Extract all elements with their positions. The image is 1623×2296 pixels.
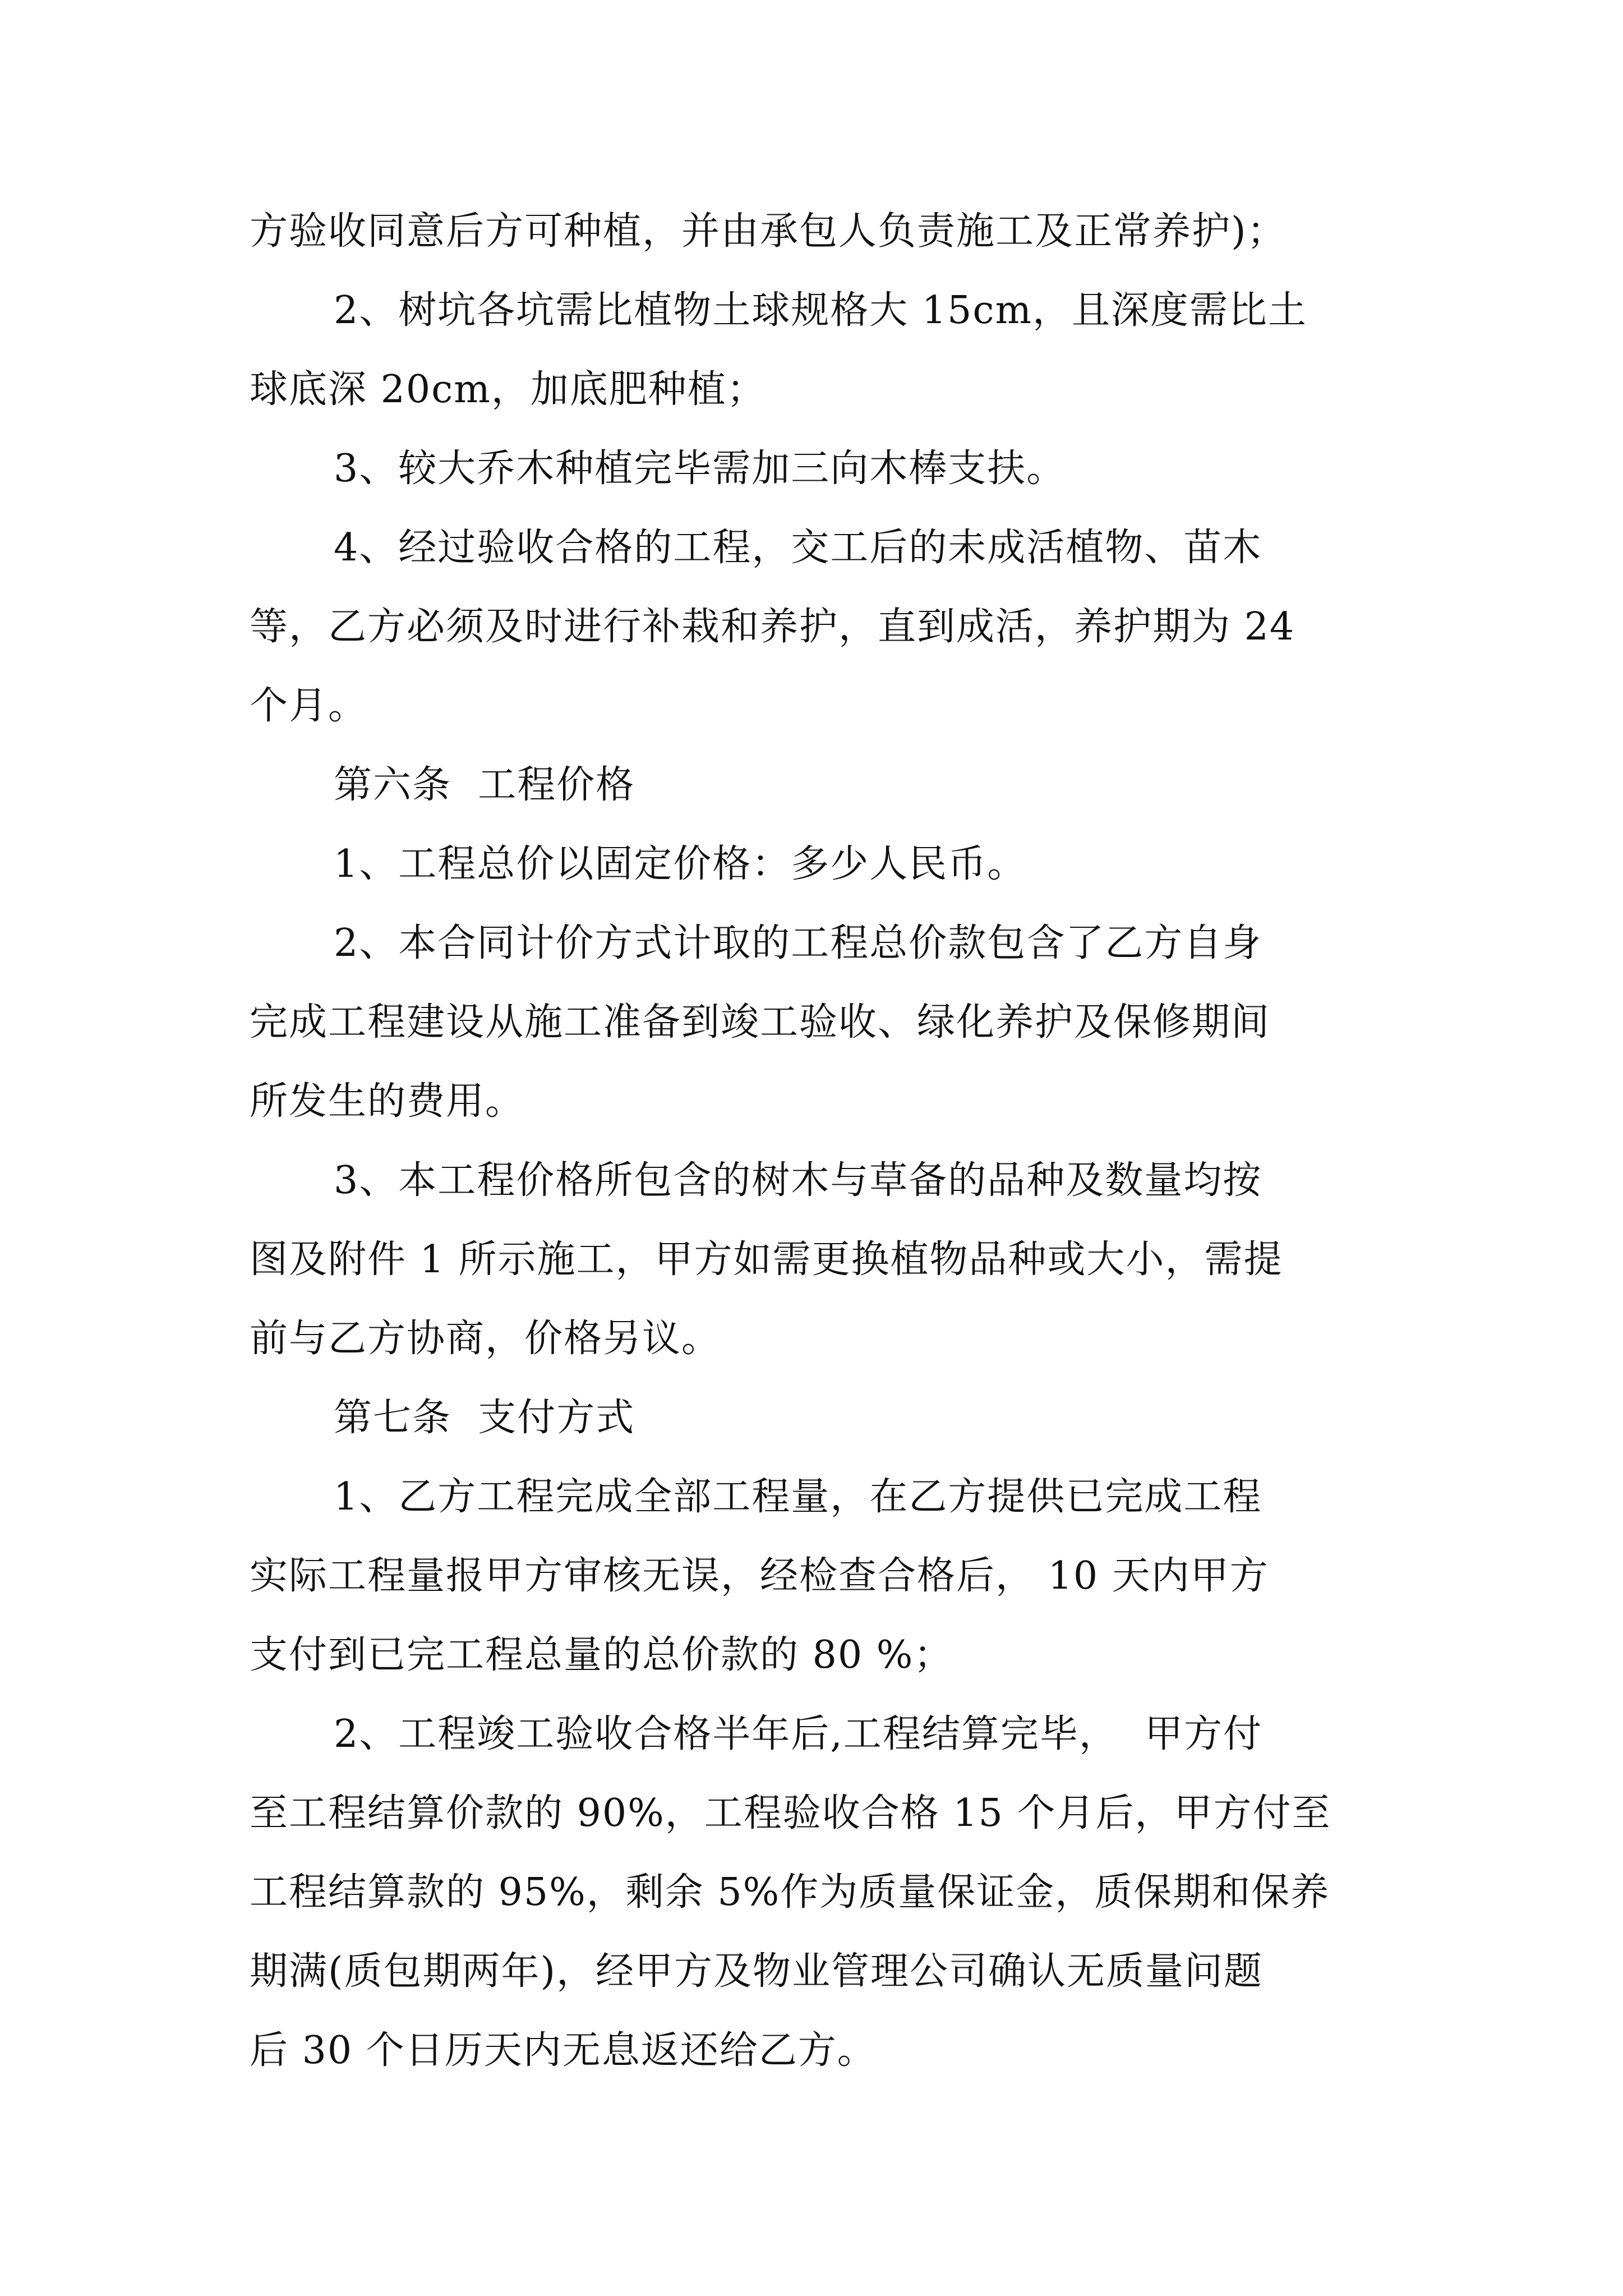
text-line: 1、工程总价以固定价格：多少人民币。 — [334, 842, 1027, 886]
text-line: 所发生的费用。 — [250, 1079, 525, 1124]
text-line: 工程结算款的 95%，剩余 5%作为质量保证金，质保期和保养 — [250, 1870, 1330, 1915]
text-line: 至工程结算价款的 90%，工程验收合格 15 个月后，甲方付至 — [250, 1791, 1331, 1835]
text-line: 个月。 — [250, 684, 368, 728]
text-line: 3、较大乔木种植完毕需加三向木棒支扶。 — [334, 447, 1066, 491]
text-line: 完成工程建设从施工准备到竣工验收、绿化养护及保修期间 — [250, 1000, 1271, 1045]
text-line: 期满(质包期两年)，经甲方及物业管理公司确认无质量问题 — [250, 1949, 1264, 1994]
section-heading: 第七条 支付方式 — [334, 1396, 635, 1440]
text-line: 2、工程竣工验收合格半年后,工程结算完毕， 甲方付 — [334, 1712, 1263, 1756]
text-line: 等，乙方必须及时进行补栽和养护，直到成活，养护期为 24 — [250, 605, 1295, 649]
text-line: 前与乙方协商，价格另议。 — [250, 1317, 721, 1361]
text-line: 实际工程量报甲方审核无误，经检查合格后， 10 天内甲方 — [250, 1554, 1269, 1598]
text-line: 后 30 个日历天内无息返还给乙方。 — [250, 2028, 877, 2073]
text-line: 1、乙方工程完成全部工程量，在乙方提供已完成工程 — [334, 1475, 1262, 1519]
text-line: 4、经过验收合格的工程，交工后的未成活植物、苗木 — [334, 526, 1262, 570]
text-line: 支付到已完工程总量的总价款的 80 %； — [250, 1633, 953, 1677]
section-heading: 第六条 工程价格 — [334, 763, 635, 807]
text-line: 方验收同意后方可种植，并由承包人负责施工及正常养护)； — [250, 209, 1287, 254]
text-line: 2、树坑各坑需比植物土球规格大 15cm，且深度需比土 — [334, 288, 1307, 333]
text-line: 球底深 20cm，加底肥种植； — [250, 367, 766, 412]
text-line: 图及附件 1 所示施工，甲方如需更换植物品种或大小，需提 — [250, 1237, 1283, 1282]
text-line: 3、本工程价格所包含的树木与草备的品种及数量均按 — [334, 1158, 1262, 1203]
text-line: 2、本合同计价方式计取的工程总价款包含了乙方自身 — [334, 921, 1262, 965]
